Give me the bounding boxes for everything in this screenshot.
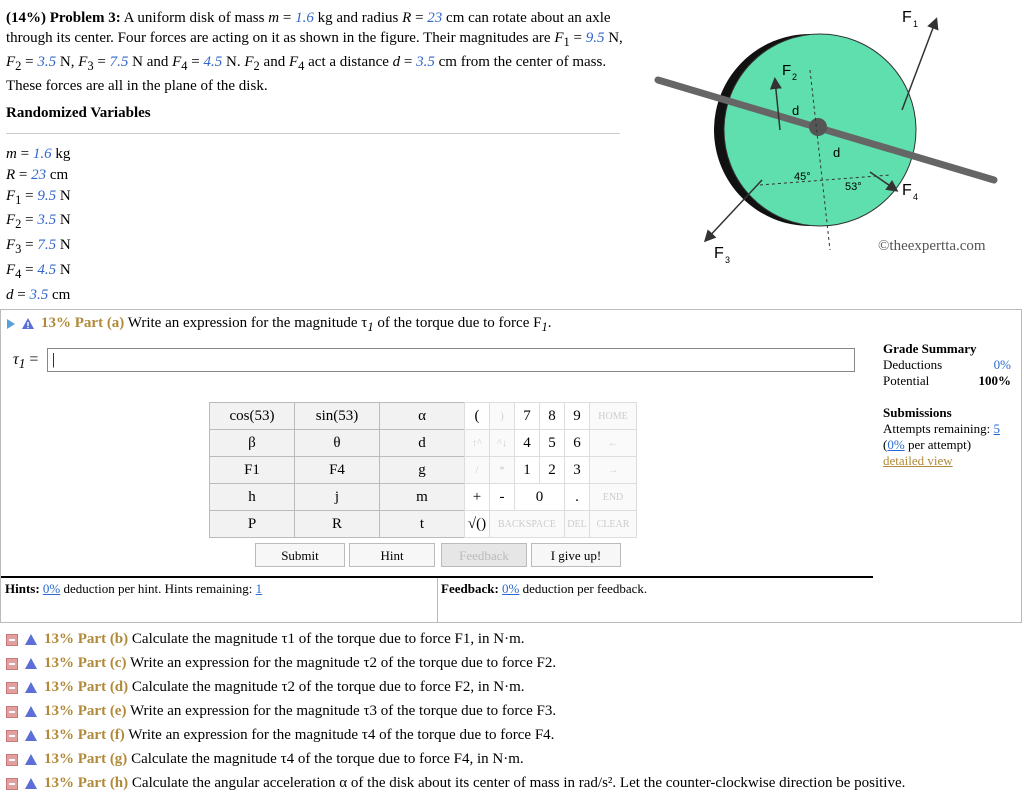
key-backspace[interactable]: BACKSPACE — [490, 511, 565, 538]
detailed-view-link[interactable]: detailed view — [883, 453, 953, 468]
expand-triangle-icon[interactable] — [7, 319, 15, 329]
per-attempt-link[interactable]: 0% — [887, 437, 905, 452]
key-8[interactable]: 8 — [540, 403, 565, 430]
part-a-header: 13% Part (a) Write an expression for the magnitude $\tau_1$ of the torque due to force $F_1$. — [7, 315, 551, 335]
F4-label: F — [902, 182, 912, 199]
key-minus[interactable]: - — [490, 484, 515, 511]
warning-icon — [24, 681, 38, 694]
key-down-caret[interactable]: ^↓ — [490, 430, 515, 457]
problem-statement: (14%) Problem 3: A uniform disk of mass m = 1.6 kg and radius R = 23 cm can rotate about an axle through its center. Four forces are acting on it as shown in the figure. Their magnitudes are $F_1 = 9.5$ N, $F_2 = 3.5$ N, $F_3 = 7.5$ N and $F_4 = 4.5$ N. $F_2$ and $F_4$ act a distance d = 3.5 cm from the center of mass. These forces are all in the plane of the disk. — [6, 10, 623, 94]
collapse-icon[interactable] — [6, 754, 18, 766]
F1-arrow — [902, 20, 936, 110]
key-R[interactable]: R — [295, 511, 380, 538]
key-7[interactable]: 7 — [515, 403, 540, 430]
angle-45: 45° — [794, 171, 811, 183]
key-right-arrow[interactable]: → — [590, 457, 637, 484]
problem-text-3: cm can rotate about an axle through its center. Four forces are acting on it as shown in the figure. Their magnitudes are — [6, 10, 611, 46]
m-value: 1.6 — [295, 10, 314, 26]
F2-label: F — [782, 62, 792, 79]
grade-summary-title: Grade Summary — [883, 341, 977, 356]
key-F1[interactable]: F1 — [210, 457, 295, 484]
warning-icon — [24, 705, 38, 718]
key-theta[interactable]: θ — [295, 430, 380, 457]
hints-remaining-link[interactable]: 1 — [255, 581, 263, 596]
svg-text:2: 2 — [792, 72, 798, 82]
warning-icon — [24, 777, 38, 790]
rv-R: R = 23 cm — [6, 166, 69, 183]
rv-m: m = 1.6 kg — [6, 146, 71, 162]
key-0[interactable]: 0 — [515, 484, 565, 511]
key-del[interactable]: DEL — [565, 511, 590, 538]
key-1[interactable]: 1 — [515, 457, 540, 484]
warning-icon — [24, 729, 38, 742]
warning-icon — [24, 657, 38, 670]
hint-feedback-divider — [437, 578, 438, 623]
warning-icon — [21, 317, 35, 330]
part-b-row[interactable]: 13% Part (b) Calculate the magnitude τ1 of the torque due to force F1, in N·m. — [6, 627, 905, 651]
part-a-panel — [0, 309, 1022, 623]
key-multiply[interactable]: * — [490, 457, 515, 484]
key-alpha[interactable]: α — [380, 403, 465, 430]
part-h-row[interactable]: 13% Part (h) Calculate the angular acceleration α of the disk about its center of mass in rad/s². Let the counter-clockwise direction be positive. — [6, 771, 905, 795]
problem-text-4: act a distance — [308, 54, 389, 70]
problem-text-5: cm from the center of mass. These forces are all in the plane of the disk. — [6, 54, 607, 94]
potential-value: 100% — [978, 373, 1011, 388]
parts-list — [6, 627, 905, 795]
give-up-button[interactable]: I give up! — [531, 543, 621, 567]
svg-text:3: 3 — [725, 255, 731, 265]
randomized-variables-title: Randomized Variables — [6, 105, 151, 121]
collapse-icon[interactable] — [6, 658, 18, 670]
key-left-arrow[interactable]: ← — [590, 430, 637, 457]
key-g[interactable]: g — [380, 457, 465, 484]
key-close-paren[interactable]: ) — [490, 403, 515, 430]
part-c-row[interactable]: 13% Part (c) Write an expression for the magnitude τ2 of the torque due to force F2. — [6, 651, 905, 675]
problem-weight: (14%) — [6, 10, 46, 26]
svg-text:4: 4 — [913, 192, 919, 202]
warning-icon — [24, 753, 38, 766]
key-5[interactable]: 5 — [540, 430, 565, 457]
part-a-pct: 13% Part (a) — [41, 315, 125, 331]
collapse-icon[interactable] — [6, 682, 18, 694]
part-g-row[interactable]: 13% Part (g) Calculate the magnitude τ4 of the torque due to force F4, in N·m. — [6, 747, 905, 771]
hint-deduction-link[interactable]: 0% — [42, 581, 61, 596]
part-a-text: Write an expression for the magnitude τ — [127, 315, 368, 331]
key-clear[interactable]: CLEAR — [590, 511, 637, 538]
m-symbol: m — [268, 10, 280, 26]
variable-keypad — [209, 402, 465, 538]
rv-F4: $F_4 = 4.5$ N — [6, 261, 71, 281]
key-up-caret[interactable]: ↑^ — [465, 430, 490, 457]
key-divide[interactable]: / — [465, 457, 490, 484]
grade-summary: Grade Summary Deductions 0% Potential 100% Submissions Attempts remaining: 5 (0% per attempt) detailed view — [883, 341, 1011, 468]
d-label-1: d — [792, 103, 800, 118]
key-3[interactable]: 3 — [565, 457, 590, 484]
collapse-icon[interactable] — [6, 634, 18, 646]
warning-icon — [24, 633, 38, 646]
key-sin53[interactable]: sin(53) — [295, 403, 380, 430]
submit-button[interactable]: Submit — [255, 543, 345, 567]
randomized-variables-list — [6, 144, 71, 306]
key-4[interactable]: 4 — [515, 430, 540, 457]
submissions-title: Submissions — [883, 405, 952, 420]
feedback-deduction-link[interactable]: 0% — [502, 581, 520, 596]
F1-value: 9.5 — [585, 30, 605, 46]
key-d[interactable]: d — [380, 430, 465, 457]
rv-d: d = 3.5 cm — [6, 286, 71, 303]
answer-input[interactable]: | — [47, 348, 855, 372]
key-t[interactable]: t — [380, 511, 465, 538]
F4-value: 4.5 — [203, 54, 223, 70]
disk-figure — [640, 0, 1024, 300]
key-cos53[interactable]: cos(53) — [210, 403, 295, 430]
key-m[interactable]: m — [380, 484, 465, 511]
feedback-button[interactable]: Feedback — [441, 543, 527, 567]
part-d-row[interactable]: 13% Part (d) Calculate the magnitude τ2 of the torque due to force F2, in N·m. — [6, 675, 905, 699]
problem-text-1: A uniform disk of mass — [123, 10, 265, 26]
key-6[interactable]: 6 — [565, 430, 590, 457]
hints-info: Hints: 0% deduction per hint. Hints remaining: 1 — [5, 581, 263, 596]
key-beta[interactable]: β — [210, 430, 295, 457]
copyright-text: ©theexpertta.com — [878, 238, 986, 254]
d-value: 3.5 — [416, 54, 435, 70]
key-P[interactable]: P — [210, 511, 295, 538]
rv-F2: $F_2 = 3.5$ N — [6, 212, 71, 232]
rv-F3: $F_3 = 7.5$ N — [6, 237, 71, 257]
problem-text-2: kg and radius — [317, 10, 399, 26]
svg-text:1: 1 — [913, 19, 919, 29]
key-j[interactable]: j — [295, 484, 380, 511]
angle-53: 53° — [845, 181, 862, 193]
divider — [6, 133, 620, 134]
key-open-paren[interactable]: ( — [465, 403, 490, 430]
hint-button[interactable]: Hint — [349, 543, 435, 567]
collapse-icon[interactable] — [6, 778, 18, 790]
collapse-icon[interactable] — [6, 730, 18, 742]
part-e-row[interactable]: 13% Part (e) Write an expression for the magnitude τ3 of the torque due to force F3. — [6, 699, 905, 723]
part-a-text-end: of the torque due to force F — [377, 315, 542, 331]
numeric-keypad — [464, 402, 637, 538]
key-end[interactable]: END — [590, 484, 637, 511]
F3-label: F — [714, 245, 724, 262]
F3-arrow — [706, 180, 762, 240]
collapse-icon[interactable] — [6, 706, 18, 718]
key-plus[interactable]: + — [465, 484, 490, 511]
d-label-2: d — [833, 145, 841, 160]
attempts-remaining-link[interactable]: 5 — [993, 421, 1000, 436]
key-F4[interactable]: F4 — [295, 457, 380, 484]
R-symbol: R — [402, 10, 412, 26]
key-home[interactable]: HOME — [590, 403, 637, 430]
axle-hub — [809, 118, 827, 136]
F3-value: 7.5 — [109, 54, 129, 70]
feedback-info: Feedback: 0% deduction per feedback. — [441, 581, 648, 596]
key-9[interactable]: 9 — [565, 403, 590, 430]
key-2[interactable]: 2 — [540, 457, 565, 484]
deductions-value: 0% — [993, 357, 1011, 372]
problem-title: Problem 3: — [49, 10, 121, 26]
key-sqrt[interactable]: √() — [465, 511, 490, 538]
d-symbol: d — [392, 54, 401, 70]
R-value: 23 — [427, 10, 443, 26]
F2-value: 3.5 — [37, 54, 57, 70]
key-h[interactable]: h — [210, 484, 295, 511]
F1-label: F — [902, 9, 912, 26]
rv-F1: $F_1 = 9.5$ N — [6, 187, 71, 207]
key-dot[interactable]: . — [565, 484, 590, 511]
answer-label: $\tau_1$ = — [13, 351, 39, 372]
part-f-row[interactable]: 13% Part (f) Write an expression for the magnitude τ4 of the torque due to force F4. — [6, 723, 905, 747]
